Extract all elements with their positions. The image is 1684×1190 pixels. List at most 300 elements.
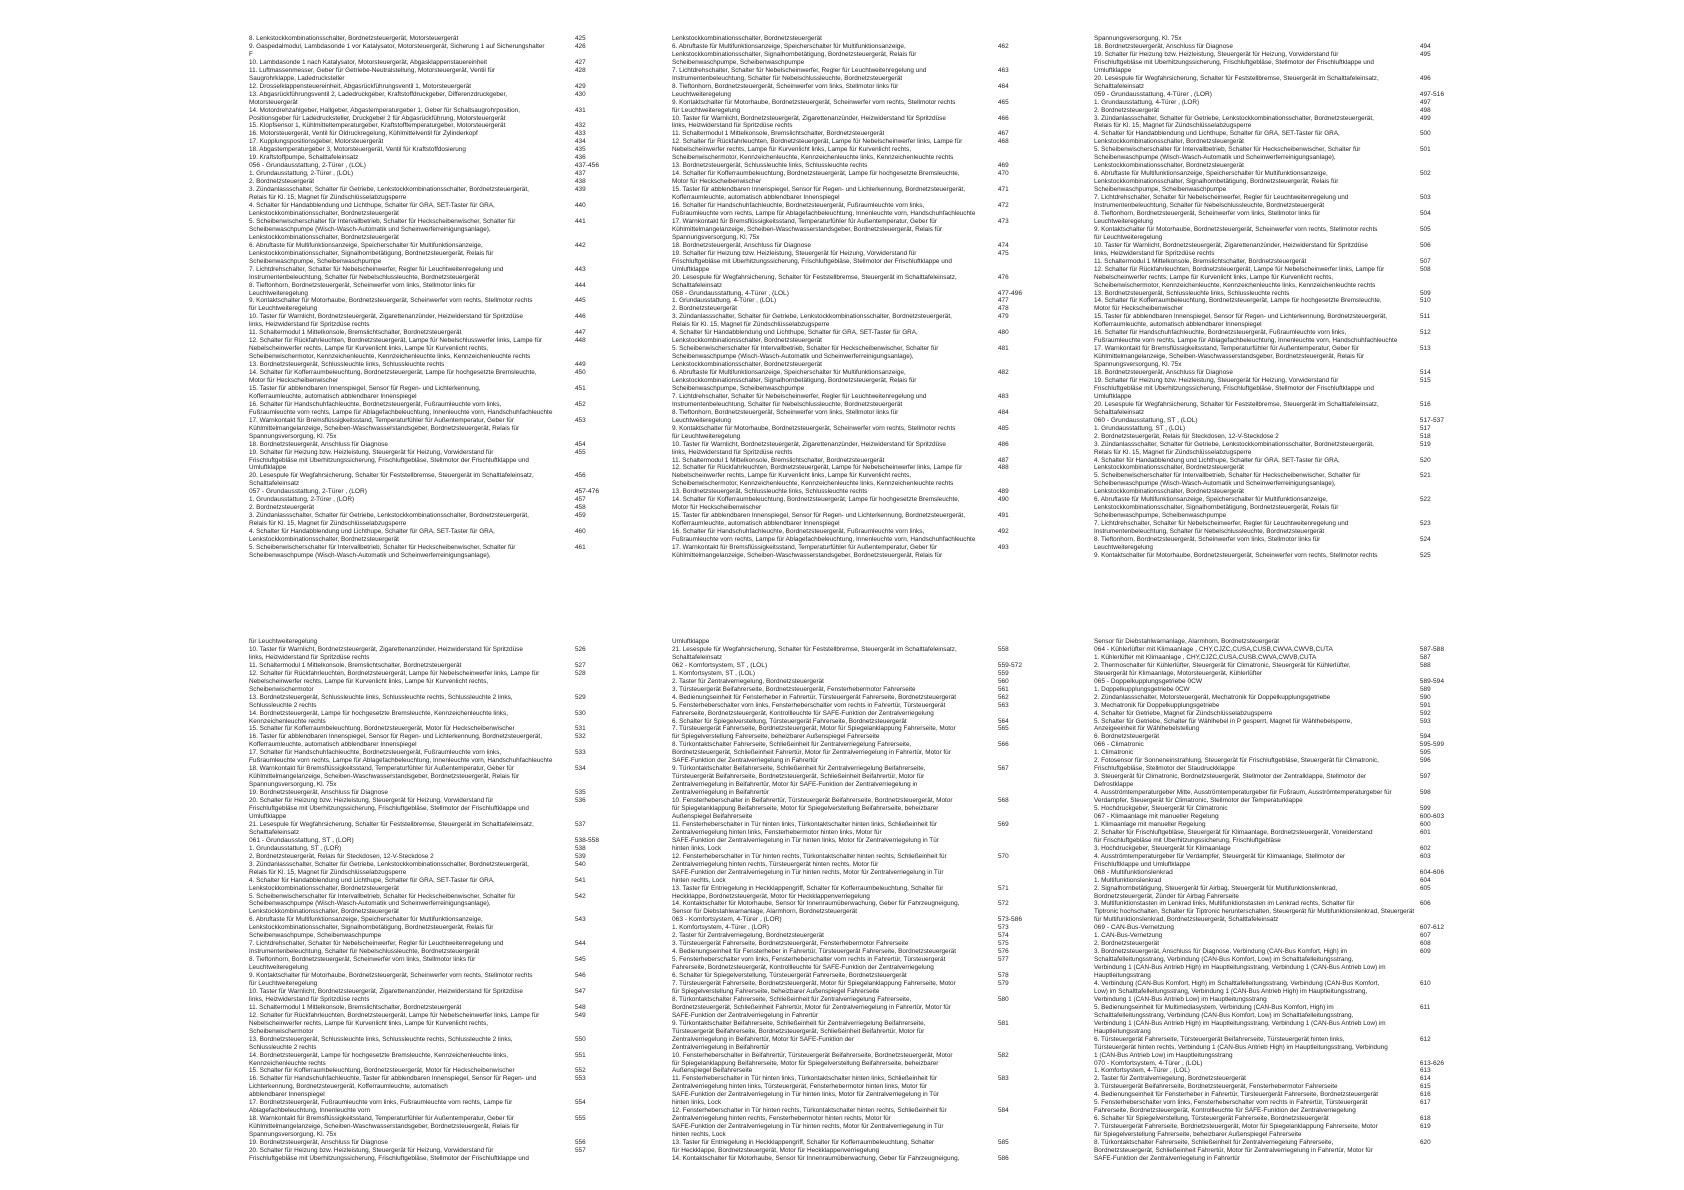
index-entry-line [1094,464,1444,472]
entry-text: Schlussleuchte 2 rechts [249,1043,317,1051]
index-entry-line [249,1004,599,1012]
entry-text: 12. Schalter für Rückfahrleuchten, Bordnetzsteuergerät, Lampe für Nebelschlusswerfer links, Lampe für [249,337,543,345]
entry-text: 15. Taster für abblendbaren Innenspiegel, Sensor für Regen- und Lichterkennung, [249,384,481,392]
entry-text: 8. Tieftonhorn, Bordnetzsteuergerät, Scheinwerfer vorn links, Stellmotor links für [672,82,899,90]
entry-text: Kühlmittelmangelanzeige, Scheiben-Waschwasserstandsgeber, Bordnetzsteuergerät, Relais für [672,551,943,559]
index-entry-line [1094,885,1444,893]
index-entry-line [249,765,599,773]
index-entry-line [672,733,1022,741]
entry-text: SAFE-Funktion der Zentralverriegelung in Tür hinten rechts, Motor für Zentralverriegelung in Tür [672,1123,944,1131]
entry-text: 11. Fensterheberschalter in Tür hinten links, Türkontaktschalter hinten links, Schließeinheit für [672,820,937,828]
index-entry-line [672,35,1022,43]
page-number: 450 [575,369,586,377]
entry-text: 12. Fensterheberschalter in Tür hinten rechts, Türkontaktschalter hinten rechts, Schließeinheit für [672,852,947,860]
entry-text: Lenkstockkombinationsschalter, Bordnetzsteuergerät [672,35,822,42]
entry-text: 5. Scheibenwischerschalter für Intervallbetrieb, Schalter für Heckscheibenwischer, Schalter für [249,217,516,225]
page-number: 475 [998,249,1009,257]
page-number: 538-558 [574,836,599,844]
entry-text: Scheibenwaschpumpe, Scheibenwaschpumpe [249,932,382,940]
index-entry-line [249,654,599,662]
index-entry-line [249,401,599,409]
entry-text: 13. Bordnetzsteuergerät, Schlussleuchte links, Schlussleuchte rechts [1094,289,1290,297]
index-entry-line [249,1123,599,1131]
index-entry-line [672,520,1022,528]
index-entry-line [249,337,599,345]
index-entry-line [1094,1004,1444,1012]
entry-text: Kühlmittelmangelanzeige, Scheiben-Waschwasserstandsgeber, Bordnetzsteuergerät, Relais für [249,773,520,781]
page-number: 425 [575,35,586,42]
entry-text: 19. Bordnetzsteuergerät, Anschluss für Diagnose [249,1139,388,1147]
entry-text: Schalttafelleitungsstrang, Verbindung (CAN-Bus Komfort, Low) im Schalttafelleitungsstrang, [1094,956,1354,964]
index-entry-line [249,1099,599,1107]
index-entry-line [1094,908,1444,916]
entry-text: 12. Schalter für Rückfahrleuchten, Bordnetzsteuergerät, Lampe für Nebelscheinwerfer links, Lampe für [672,464,963,472]
index-entry-line [1094,35,1444,43]
page-number: 574 [998,932,1009,940]
index-entry-line [1094,964,1444,972]
entry-text: Außenspiegel Beifahrerseite [672,1067,753,1075]
page-number: 502 [1420,170,1431,178]
page-number: 586 [998,1154,1009,1162]
index-entry-line [672,813,1022,821]
index-entry-line [1094,797,1444,805]
index-entry-line [672,83,1022,91]
page-number: 564 [998,717,1009,725]
index-entry-line [249,472,599,480]
page-number: 441 [575,217,586,225]
entry-text: Kofferraumleuchte, automatisch abblendbarer Innenspiegel [249,741,417,749]
entry-text: 1. Climatronic [1094,749,1134,757]
entry-text: 9. Kontaktschalter für Motorhaube, Bordnetzsteuergerät, Scheinwerfer vorn rechts, Stellmotor rechts [249,972,533,980]
page-number: 444 [575,281,586,289]
page-number: 588 [1420,661,1431,669]
page-number: 523 [1420,520,1431,528]
index-entry-line [672,353,1022,361]
page-number: 496 [1420,74,1431,82]
entry-text: Fußraumleuchte vorn rechts, Lampe für Ablagefachbeleuchtung, Innenleuchte vorn, Handschuhfachleuchte [249,408,553,416]
index-entry-line [249,1060,599,1068]
page-number: 481 [998,345,1009,353]
entry-text: 19. Kraftstoffpumpe, Schalttafeleinsatz [249,154,359,162]
index-entry-line [249,1091,599,1099]
page-number: 507 [1420,257,1431,265]
entry-text: Defrostklappe [1094,781,1134,789]
entry-text: Lenkstockkombinationsschalter, Bordnetzsteuergerät [249,209,399,217]
entry-text: Hauptleitungsstrang [1094,1027,1151,1035]
index-entry-line [1094,1139,1444,1147]
index-entry-line [249,638,599,646]
page-number: 561 [998,685,1009,693]
index-entry-line [249,75,599,83]
page-number: 589-594 [1419,677,1444,685]
entry-text: 2. Thermoschalter für Kühlerlüfter, Steuergerät für Climatronic, Steuergerät für Kühlerlüfter, [1094,661,1351,669]
index-entry-line [1094,1020,1444,1028]
page-number: 515 [1420,376,1431,384]
page-number: 557 [575,1147,586,1154]
entry-text: Frischluftgebläse mit Überhitzungssicherung, Frischluftgebläse, Stellmotor der Frischluftklappe und [1094,58,1374,66]
index-entry-line [249,1028,599,1036]
entry-text: Relais für Kl. 15, Magnet für Zündschlüsselabzugsperre [249,868,407,876]
index-entry-line [1094,377,1444,385]
section-heading-line [1094,869,1444,877]
page-number: 525 [1420,551,1431,559]
entry-text: Leuchtweiteregelung [672,416,731,424]
page-number: 455 [575,448,586,456]
entry-text: 6. Bordnetzsteuergerät [1094,733,1160,741]
index-entry-line [249,329,599,337]
index-entry-line [1094,282,1444,290]
entry-text: 2. Fotosensor für Sonneneinstrahlung, Steuergerät für Frischluftgebläse, Steuergerät für Climatronic, [1094,757,1379,765]
page-number: 512 [1420,329,1431,337]
index-entry-line [672,1036,1022,1044]
index-entry-line [1094,512,1444,520]
index-entry-line [1094,488,1444,496]
entry-text: 1. Komfortsystem, 4-Türer , (LOL) [1094,1067,1190,1075]
index-entry-line [672,877,1022,885]
index-entry-line [1094,702,1444,710]
index-entry-line [249,297,599,305]
page-number: 540 [575,860,586,868]
entry-text: Bordnetzsteuergerät, Zünder für Airbag Fahrerseite [1094,892,1239,900]
index-entry-line [672,694,1022,702]
entry-text: Scheibenwaschpumpe, Scheibenwaschpumpe [249,257,382,265]
index-entry-line [1094,733,1444,741]
entry-text: Lenkstockkombinationsschalter, Bordnetzsteuergerät [1094,138,1244,146]
section-heading-line [249,488,599,496]
page-number: 487 [998,456,1009,464]
index-entry-line [672,670,1022,678]
page-number: 533 [575,749,586,757]
entry-text: Bordnetzsteuergerät, Schließeinheit Fahrertür, Motor für Zentralverriegelung in Fahrertür, Motor für [672,1003,951,1011]
index-entry-line [249,956,599,964]
page-number: 517 [1420,424,1431,432]
entry-text: Nebelscheinwerfer rechts, Lampe für Kurvenlicht links, Lampe für Kurvenlicht rechts, [249,345,489,353]
entry-text: 16. Schalter für Handschuhfachleuchte, Bordnetzsteuergerät, Fußraumleuchte vorn links, [672,528,925,536]
entry-text: Zentralverriegelung hinten rechts, Türsteuergerät hinten rechts, Motor für [672,860,879,868]
page-number: 476 [998,273,1009,281]
index-entry-line [1094,893,1444,901]
index-entry-line [672,417,1022,425]
index-entry-line [672,99,1022,107]
entry-text: 17. Warnkontakt für Bremsflüssigkeitsstand, Temperaturfühler für Außentemperatur, Geber für [672,544,937,551]
entry-text: 2. Bordnetzsteuergerät [1094,106,1160,114]
page-number: 599 [1420,805,1431,813]
page-number: 582 [998,1051,1009,1059]
entry-text: Motor für Heckscheibenwischer [672,178,762,186]
entry-text: 5. Bedienungseinheit für Multimediasystem, Verbindung (CAN-Bus Komfort, High) im [1094,1003,1334,1011]
entry-text: 17. Warnkontakt für Bremsflüssigkeitsstand, Temperaturfühler für Außentemperatur, Geber für [672,217,937,225]
index-entry-line [672,361,1022,369]
entry-text: hinten links, Lock [672,844,722,852]
index-entry-line [249,107,599,115]
entry-text: Nebelscheinwerfer rechts, Lampe für Kurvenlicht links, Lampe für Kurvenlicht rechts, [1094,273,1334,281]
index-entry-line [672,1091,1022,1099]
index-entry-line [672,718,1022,726]
index-entry-line [672,425,1022,433]
index-entry-line [1094,75,1444,83]
page-number: 516 [1420,400,1431,408]
page-number: 600 [1420,820,1431,828]
page-number: 488 [998,464,1009,472]
entry-text: 063 - Komfortsystem, 4-Türer , (LOR) [672,916,782,924]
index-entry-line [249,900,599,908]
page-number: 580 [998,995,1009,1003]
page-number: 499 [1420,114,1431,122]
entry-text: 20. Schalter für Heizung bzw. Heizleistung, Steuergerät für Heizung, Vorwiderstand für [249,1147,494,1154]
index-entry-line [1094,43,1444,51]
entry-text: 1. Komfortsystem, ST , (LOL) [672,669,755,677]
entry-text: SAFE-Funktion der Zentralverriegelung in Tür hinten rechts, Motor für Zentralverriegelung in Tür [672,868,944,876]
page-number: 497 [1420,98,1431,106]
entry-text: Zentralverriegelung hinten links, Türsteuergerät, Fensterhebermotor hinten links, Motor für [672,1083,927,1091]
entry-text: für Spiegelverstellung Fahrerseite, beheizbarer Außenspiegel Fahrerseite [1094,1131,1302,1139]
entry-text: Kühlmittelmangelanzeige, Scheiben-Waschwasserstandsgeber, Bordnetzsteuergerät, Relais für [672,225,943,233]
index-entry-line [249,274,599,282]
index-entry-line [672,433,1022,441]
entry-text: Scheibenwischermotor [249,685,314,693]
entry-text: Frischluftgebläse mit Überhitzungssicherung, Frischluftgebläse, Stellmotor der Frischluftklappe und [672,257,952,265]
entry-text: 8. Lenkstockkombinationsschalter, Bordnetzsteuergerät, Motorsteuergerät [249,35,459,42]
index-entry-line [672,59,1022,67]
index-entry-line [672,869,1022,877]
entry-text: Steuergerät für Klimaanlage, Motorsteuergerät, Kühlerlüfter [1094,669,1263,677]
index-entry-line [1094,694,1444,702]
entry-text: 4. Schalter für Handabblendung und Lichthupe, Schalter für GRA, SET-Taster für GRA, [249,528,495,536]
entry-text: Lenkstockkombinationsschalter, Bordnetzsteuergerät [672,361,822,369]
entry-text: 7. Lichtdrehschalter, Schalter für Nebelscheinwerfer, Regler für Leuchtweitenregelung und [1094,520,1349,528]
entry-text: Lenkstockkombinationsschalter, Signalhornbetätigung, Bordnetzsteuergerät, Relais für [1094,504,1339,512]
index-entry-line [1094,662,1444,670]
entry-text: 056 - Grundausstattung, 2-Türer , (LOL) [249,162,366,170]
index-entry-line [672,146,1022,154]
index-entry-line [249,725,599,733]
page-number: 551 [575,1051,586,1059]
index-entry-line [672,1139,1022,1147]
page-number: 464 [998,82,1009,90]
entry-text: 10. Taster für Warnlicht, Bordnetzsteuergerät, Zigarettenanzünder, Heizwiderstand für Spritzdüse [249,987,523,995]
index-entry-line [1094,250,1444,258]
page-number: 458 [575,504,586,512]
section-heading-line [1094,678,1444,686]
index-entry-line [249,361,599,369]
section-heading-line [249,162,599,170]
entry-text: 1. Grundausstattung, 4-Türer , (LOL) [672,297,777,305]
index-entry-line [672,258,1022,266]
entry-text: abblendbarer Innenspiegel [249,1091,325,1099]
index-entry-line [249,797,599,805]
page-number: 495 [1420,50,1431,58]
section-heading-line [1094,1060,1444,1068]
index-entry-line [1094,202,1444,210]
page-number: 459 [575,512,586,520]
index-entry-line [249,353,599,361]
page-number: 543 [575,916,586,924]
index-entry-line [672,781,1022,789]
page-number: 556 [575,1139,586,1147]
entry-text: 8. Tieftonhorn, Bordnetzsteuergerät, Scheinwerfer vorn links, Stellmotor links für [1094,209,1321,217]
entry-text: Schalttafeleinsatz [672,653,723,661]
entry-text: 13. Abgasrückführungsventil 2, Ladedruckgeber, Kraftstoffdruckgeber, Differenzdruckgeber, [249,90,508,98]
page-number: 528 [575,669,586,677]
entry-text: 12. Schalter für Rückfahrleuchten, Bordnetzsteuergerät, Lampe für Nebelscheinwerfer links, Lampe für [1094,265,1385,273]
index-entry-line [249,99,599,107]
entry-text: Lenkstockkombinationsschalter, Signalhornbetätigung, Bordnetzsteuergerät, Relais für [249,249,494,257]
index-entry-line [249,51,599,59]
entry-text: 8. Türkontaktschalter Fahrerseite, Schließeinheit für Zentralverriegelung Fahrerseite, [1094,1139,1334,1147]
index-entry-line [249,948,599,956]
index-entry-line [672,1155,1022,1163]
index-entry-line [672,805,1022,813]
entry-text: Schalttafeleinsatz [249,480,300,488]
entry-text: 14. Schalter für Kofferraumbeleuchtung, Bordnetzsteuergerät, Lampe für hochgesetzte Bremsleuchte, [672,496,960,504]
page-number: 462 [998,42,1009,50]
page-number: 571 [998,884,1009,892]
index-entry-line [1094,757,1444,765]
index-entry-line [672,988,1022,996]
index-entry-line [672,654,1022,662]
entry-text: 7. Lichtdrehschalter, Schalter für Nebelscheinwerfer, Regler für Leuchtweitenregelung und [672,66,927,74]
entry-text: 9. Kontaktschalter für Motorhaube, Bordnetzsteuergerät, Scheinwerfer vorn rechts, Stellmotor rechts [1094,225,1378,233]
section-heading-line [1094,646,1444,654]
page-number: 604 [1420,876,1431,884]
entry-text: Spannungsversorgung, Kl. 75x [1094,35,1182,42]
entry-text: 062 - Komfortsystem, ST , (LOL) [672,661,768,669]
page-number: 602 [1420,844,1431,852]
entry-text: 12. Fensterheberschalter in Tür hinten rechts, Türkontaktschalter hinten rechts, Schließeinheit für [672,1107,947,1115]
index-entry-line [1094,122,1444,130]
entry-text: 2. Bordnetzsteuergerät [1094,940,1160,948]
entry-text: 6. Schalter für Spiegelverstellung, Türsteuergerät Fahrerseite, Bordnetzsteuergerät [672,717,907,725]
page-number: 615 [1420,1083,1431,1091]
index-entry-line [1094,337,1444,345]
index-entry-line [672,710,1022,718]
index-entry-line [249,1147,599,1155]
page-number: 579 [998,979,1009,987]
index-entry-line [1094,837,1444,845]
index-column-5 [672,638,1022,1163]
index-entry-line [672,1028,1022,1036]
entry-text: 069 - CAN-Bus-Vernetzung [1094,924,1174,932]
page-number: 535 [575,789,586,797]
index-entry-line [1094,274,1444,282]
entry-text: Instrumentenbeleuchtung, Schalter für Nebelschlussleuchte, Bordnetzsteuergerät [249,948,480,956]
page-number: 620 [1420,1139,1431,1147]
index-entry-line [672,130,1022,138]
entry-text: Kennzeichenleuchte rechts [249,1059,326,1067]
index-entry-line [672,218,1022,226]
page-number: 566 [998,741,1009,749]
entry-text: Scheibenwaschpumpe (Wisch-Wasch-Automatik und Scheinwerferreinigungsanlage), [1094,480,1336,488]
index-entry-line [249,718,599,726]
section-heading-line [672,662,1022,670]
entry-text: Lenkstockkombinationsschalter, Bordnetzsteuergerät [249,884,399,892]
index-entry-line [672,313,1022,321]
index-entry-line [672,457,1022,465]
entry-text: 16. Schalter für Handschuhfachleuchte, Bordnetzsteuergerät, Fußraumleuchte vorn links, [672,202,925,210]
index-entry-line [672,789,1022,797]
page-number: 578 [998,972,1009,980]
entry-text: Lenkstockkombinationsschalter, Bordnetzsteuergerät [249,233,399,241]
index-entry-line [249,741,599,749]
page-number: 467 [998,130,1009,138]
entry-text: 11. Schaltermodul 1 Mittelkonsole, Bremslichtschalter, Bordnetzsteuergerät [1094,257,1307,265]
entry-text: 9. Türkontaktschalter Beifahrerseite, Schließeinheit für Zentralverriegelung Beifahrerseite, [672,765,926,773]
index-entry-line [1094,226,1444,234]
entry-text: 3. Zündanlassschalter, Schalter für Getriebe, Lenkstockkombinationsschalter, Bordnetzsteuergerät, [1094,114,1374,122]
entry-text: für Heckklappe, Bordnetzsteuergerät, Motor für Heckklappenverriegelung [672,1147,880,1154]
index-column-6 [1094,638,1444,1163]
index-entry-line [1094,258,1444,266]
page-number: 442 [575,241,586,249]
entry-text: 1. Klimaanlage mit manueller Regelung [1094,820,1206,828]
index-entry-line [672,122,1022,130]
entry-text: 18. Bordnetzsteuergerät, Anschluss für Diagnose [672,241,811,249]
index-entry-line [1094,369,1444,377]
index-entry-line [249,35,599,43]
index-entry-line [672,202,1022,210]
index-entry-line [672,234,1022,242]
entry-text: 19. Bordnetzsteuergerät, Anschluss für Diagnose [249,789,388,797]
page-number: 478 [998,305,1009,313]
entry-text: hinten rechts, Lock [672,1131,726,1139]
entry-text: Lenkstockkombinationsschalter, Signalhornbetätigung, Bordnetzsteuergerät, Relais für [672,376,917,384]
index-entry-line [672,1067,1022,1075]
entry-text: 3. Steuergerät für Climatronic, Bordnetzsteuergerät, Stellmotor der Zentralklappe, Stellmotor der [1094,773,1367,781]
page-number: 445 [575,297,586,305]
index-column-1 [249,35,599,560]
page-number: 474 [998,241,1009,249]
index-entry-line [249,393,599,401]
entry-text: Tiptronic hochschalten, Schalter für Tiptronic herunterschalten, Steuergerät für Multifunktionslenkrad, Steuergerät [1094,908,1414,916]
page-number: 426 [575,42,586,50]
index-entry-line [1094,361,1444,369]
page-number: 524 [1420,536,1431,544]
entry-text: 067 - Klimaanlage mit manueller Regelung [1094,812,1219,820]
index-entry-line [249,1155,599,1163]
index-entry-line [1094,1091,1444,1099]
entry-text: für Leuchtweiteregelung [249,305,318,313]
index-entry-line [1094,496,1444,504]
index-entry-line [1094,218,1444,226]
index-entry-line [672,552,1022,560]
index-entry-line [672,1075,1022,1083]
entry-text: 2. Bordnetzsteuergerät [249,504,315,512]
entry-text: 061 - Grundausstattung, ST , (LOR) [249,836,354,844]
page-number: 589 [1420,685,1431,693]
page-number: 510 [1420,297,1431,305]
index-entry-line [1094,480,1444,488]
page-number: 519 [1420,440,1431,448]
index-entry-line [249,154,599,162]
entry-text: SAFE-Funktion der Zentralverriegelung in Fahrertür [672,1011,818,1019]
entry-text: 3. Türsteuergerät Fahrerseite, Bordnetzsteuergerät, Fensterhebermotor Fahrerseite [672,940,909,948]
entry-text: 18. Warnkontakt für Bremsflüssigkeitsstand, Temperaturfühler für Außentemperatur, Geber für [249,765,514,773]
index-entry-line [249,59,599,67]
entry-text: links, Heizwiderstand für Spritzdüse rechts [672,448,793,456]
entry-text: Spannungsversorgung, Kl. 75x [249,432,337,440]
page-number: 520 [1420,456,1431,464]
entry-text: 20. Lesespule für Wegfahrsicherung, Schalter für Feststellbremse, Steuergerät im Schalttafeleinsatz, [249,472,534,480]
page-number: 555 [575,1115,586,1123]
index-entry-line [672,472,1022,480]
entry-text: 5. Scheibenwischerschalter für Intervallbetrieb, Schalter für Heckscheibenwischer, Schalter für [249,892,516,900]
index-entry-line [249,313,599,321]
index-entry-line [672,504,1022,512]
entry-text: 2. Bordnetzsteuergerät [672,305,738,313]
index-entry-line [249,210,599,218]
entry-text: 16. Taster für abblendbaren Innenspiegel, Sensor für Regen- und Lichterkennung, Bordnetzsteuergerät, [249,733,542,741]
page-number: 600-603 [1419,812,1444,820]
